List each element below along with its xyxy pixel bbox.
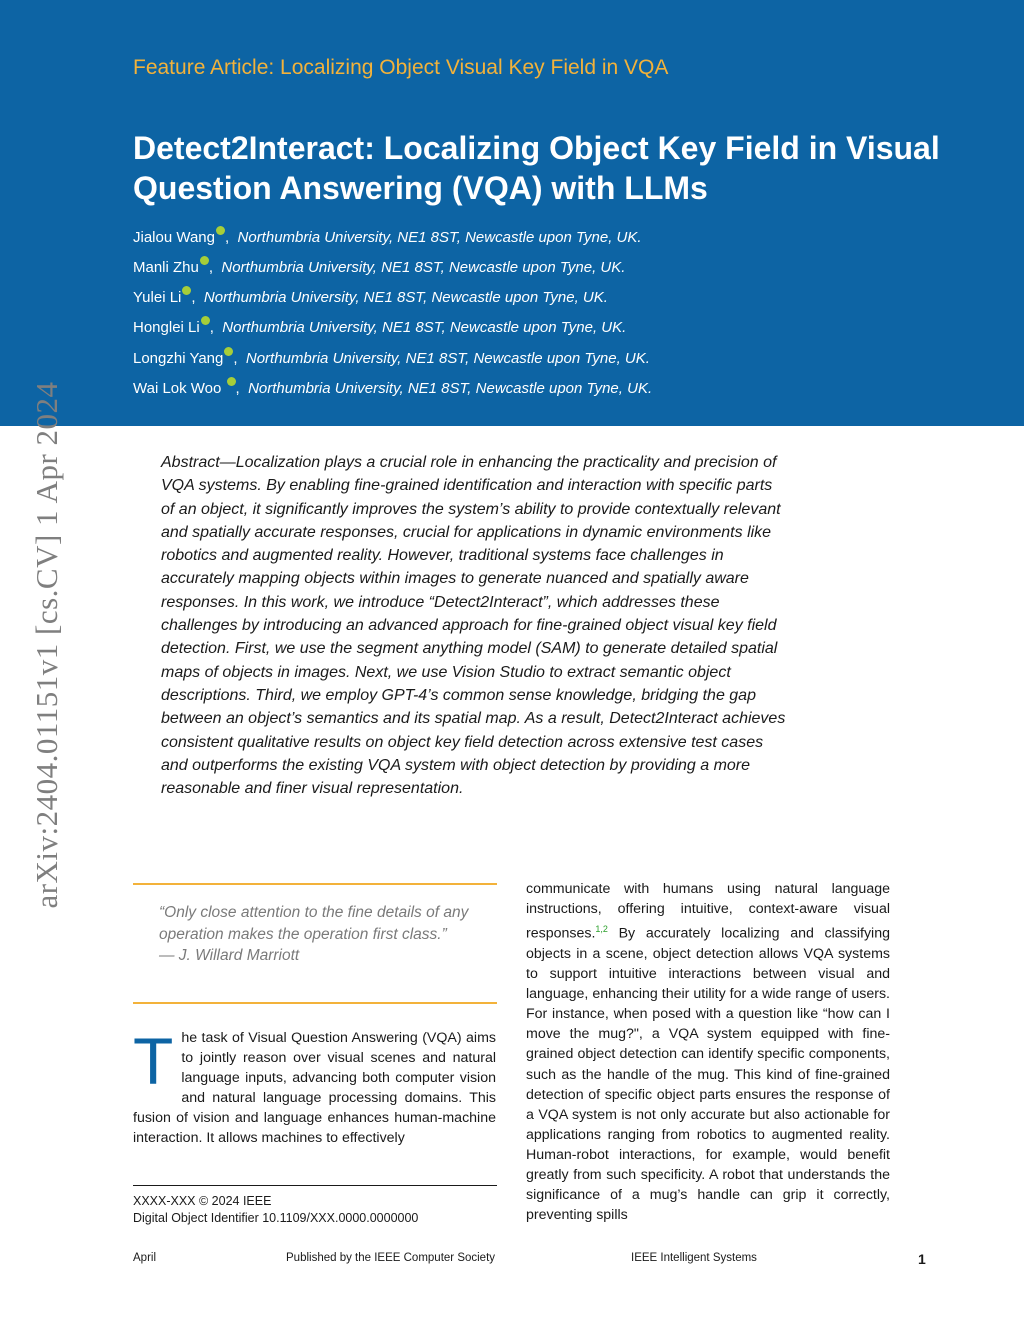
- author-line: Honglei Li , Northumbria University, NE1 8ST, Newcastle upon Tyne, UK.: [133, 316, 626, 336]
- body-text-right-start: communicate with humans using natural language instructions, offering intuitive, context-aware visual responses.: [526, 881, 890, 942]
- body-text-right-rest: By accurately localizing and classifying objects in a scene, object detection allows VQA systems to support intuitive interactions between visual and language, enhancing their utility for a wide range of users. For instance, when posed with a question like “how can I move the mug?", a VQA system equipped with fine-grained object detection can identify specific components, such as the handle of the mug. This kind of fine-grained detection of specific object parts ensures the response of a VQA system is not only accurate but also actionable for applications ranging from robotics to augmented reality. Human-robot interactions, for example, would benefit greatly from such specificity. A robot that understands the significance of a mug’s handle can grip it correctly, preventing spills: [526, 925, 890, 1224]
- author-affiliation: Northumbria University, NE1 8ST, Newcastle upon Tyne, UK.: [203, 289, 608, 306]
- epigraph-top-rule: [133, 883, 497, 885]
- body-text-left: he task of Visual Question Answering (VQA) aims to jointly reason over visual scenes and natural language inputs, advancing both computer vision and natural language processing domains. This fusion of vision and language enhances human-machine interaction. It allows machines to effectively: [133, 1030, 496, 1147]
- author-name: Longzhi Yang: [133, 350, 224, 367]
- author-affiliation: Northumbria University, NE1 8ST, Newcastle upon Tyne, UK.: [221, 259, 626, 276]
- author-name: Manli Zhu: [133, 259, 199, 276]
- body-column-right: [526, 879, 890, 1225]
- author-name: Jialou Wang: [133, 229, 215, 246]
- doi-line: Digital Object Identifier 10.1109/XXX.0000.0000000: [133, 1211, 419, 1225]
- citation-link[interactable]: 1,2: [595, 924, 608, 935]
- author-affiliation: Northumbria University, NE1 8ST, Newcastle upon Tyne, UK.: [222, 319, 627, 336]
- copyright-line: XXXX-XXX © 2024 IEEE: [133, 1194, 272, 1208]
- arxiv-stamp: arXiv:2404.01151v1 [cs.CV] 1 Apr 2024: [29, 381, 64, 909]
- epigraph-text: “Only close attention to the fine details of any operation makes the operation first class.”: [159, 904, 469, 943]
- author-affiliation: Northumbria University, NE1 8ST, Newcastle upon Tyne, UK.: [245, 350, 650, 367]
- author-name: Wai Lok Woo: [133, 380, 222, 397]
- author-affiliation: Northumbria University, NE1 8ST, Newcastle upon Tyne, UK.: [237, 229, 642, 246]
- footer-journal: IEEE Intelligent Systems: [631, 1252, 757, 1264]
- title-banner: [0, 0, 1024, 426]
- paper-title: Detect2Interact: Localizing Object Key Field in Visual Question Answering (VQA) with LLMs: [133, 130, 940, 206]
- author-name: Honglei Li: [133, 319, 200, 336]
- body-column-left: [133, 1024, 496, 1149]
- author-line: Manli Zhu , Northumbria University, NE1 8ST, Newcastle upon Tyne, UK.: [133, 256, 625, 276]
- author-line: Longzhi Yang , Northumbria University, NE1 8ST, Newcastle upon Tyne, UK.: [133, 347, 650, 367]
- orcid-icon[interactable]: [227, 377, 236, 386]
- epigraph-bottom-rule: [133, 1002, 497, 1004]
- orcid-icon[interactable]: [224, 347, 233, 356]
- orcid-icon[interactable]: [216, 226, 225, 235]
- orcid-icon[interactable]: [200, 256, 209, 265]
- author-line: Wai Lok Woo , Northumbria University, NE1 8ST, Newcastle upon Tyne, UK.: [133, 377, 652, 397]
- page-number: 1: [918, 1251, 926, 1267]
- orcid-icon[interactable]: [201, 316, 210, 325]
- author-line: Jialou Wang , Northumbria University, NE1 8ST, Newcastle upon Tyne, UK.: [133, 226, 642, 246]
- author-line: Yulei Li , Northumbria University, NE1 8ST, Newcastle upon Tyne, UK.: [133, 286, 608, 306]
- footer-month: April: [133, 1252, 157, 1264]
- drop-cap: T: [133, 1024, 174, 1098]
- footer-publisher: Published by the IEEE Computer Society: [286, 1252, 496, 1264]
- epigraph: [159, 902, 489, 967]
- abstract: Abstract—Localization plays a crucial role in enhancing the practicality and precision of VQA systems. By enabling fine-grained identification and interaction with specific parts of an object, it significantly improves the system’s ability to provide contextually relevant and spatially accurate responses, crucial for applications in dynamic environments like robotics and augmented reality. However, traditional systems face challenges in accurately mapping objects within images to generate nuanced and spatially aware responses. In this work, we introduce “Detect2Interact”, which addresses these challenges by introducing an advanced approach for fine-grained object visual key field detection. First, we use the segment anything model (SAM) to generate detailed spatial maps of objects in images. Next, we use Vision Studio to extract semantic object descriptions. Third, we employ GPT-4’s common sense knowledge, bridging the gap between an object’s semantics and its spatial map. As a result, Detect2Interact achieves consistent qualitative results on object key field detection across extensive test cases and outperforms the existing VQA system with object detection by providing a more reasonable and finer visual representation.: [161, 454, 786, 798]
- author-name: Yulei Li: [133, 289, 182, 306]
- footnote-rule: [133, 1185, 497, 1186]
- feature-label: Feature Article: Localizing Object Visual Key Field in VQA: [133, 56, 669, 79]
- epigraph-attribution: — J. Willard Marriott: [159, 947, 300, 965]
- author-affiliation: Northumbria University, NE1 8ST, Newcastle upon Tyne, UK.: [248, 380, 653, 397]
